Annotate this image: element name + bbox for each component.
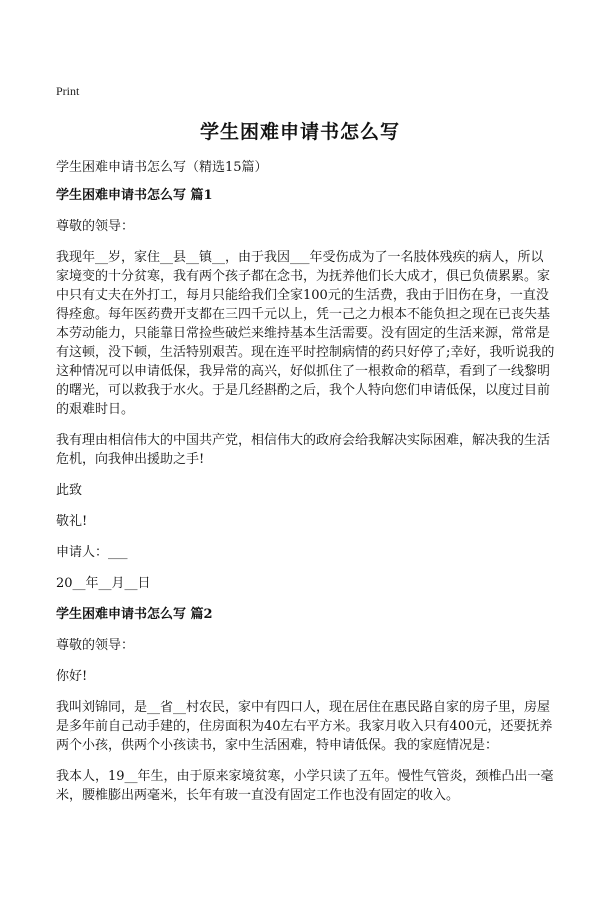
closing-line-2: 敬礼! xyxy=(56,514,88,529)
applicant-line: 申请人：___ xyxy=(56,545,128,560)
paragraph-1-2: 我有理由相信伟大的中国共产党，相信伟大的政府会给我解决实际困难，解决我的生活危机，向我伸出援助之手! xyxy=(56,433,551,467)
page-subtitle: 学生困难申请书怎么写（精选15篇） xyxy=(56,160,268,175)
greeting-2: 你好! xyxy=(56,669,88,684)
salutation-1: 尊敬的领导： xyxy=(56,219,135,234)
paragraph-2-2: 我本人，19__年生，由于原来家境贫寒，小学只读了五年。慢性气管炎，颈椎凸出一毫米，腰椎膨出两毫米，长年有玻一直没有固定工作也没有固定的收入。 xyxy=(56,769,554,803)
section-heading-2: 学生困难申请书怎么写 篇2 xyxy=(56,607,213,622)
paragraph-1-1: 我现年__岁，家住__县__镇__，由于我因___年受伤成为了一名肢体残疾的病人，所以家境变的十分贫寒，我有两个孩子都在念书，为抚养他们长大成才，俱已负债累累。家中只有丈夫在外打工，每月只能给我们全家100元的生活费，我由于旧伤在身，一直没得痊愈。每年医药费开支都在三四千元以上，凭一己之力根本不能负担之现在已丧失基本劳动能力，只能靠日常捡些破烂来维持基本生活需要。没有固定的生活来源，常常是有这顿，没下顿，生活特别艰苦。现在连平时控制病情的药只好停了;幸好，我听说我的这种情况可以申请低保，我异常的高兴，好似抓住了一根救命的稻草，看到了一线黎明的曙光，可以救我于水火。于是几经斟酌之后，我个人特向您们申请低保，以度过目前的艰难时日。 xyxy=(56,250,555,417)
print-link[interactable]: Print xyxy=(56,84,80,98)
article-body xyxy=(56,186,556,817)
salutation-2: 尊敬的领导： xyxy=(56,638,135,653)
section-heading-1: 学生困难申请书怎么写 篇1 xyxy=(56,188,213,203)
closing-line-1: 此致 xyxy=(56,483,83,498)
paragraph-2-1: 我叫刘锦同，是__省__村农民，家中有四口人，现在居住在惠民路自家的房子里，房屋是多年前自己动手建的，住房面积为40左右平方米。我家月收入只有400元，还要抚养两个小孩，供两个小孩读书，家中生活困难，特申请低保。我的家庭情况是： xyxy=(56,700,553,753)
page-title: 学生困难申请书怎么写 xyxy=(199,121,400,143)
date-line: 20__年__月__日 xyxy=(56,576,151,591)
